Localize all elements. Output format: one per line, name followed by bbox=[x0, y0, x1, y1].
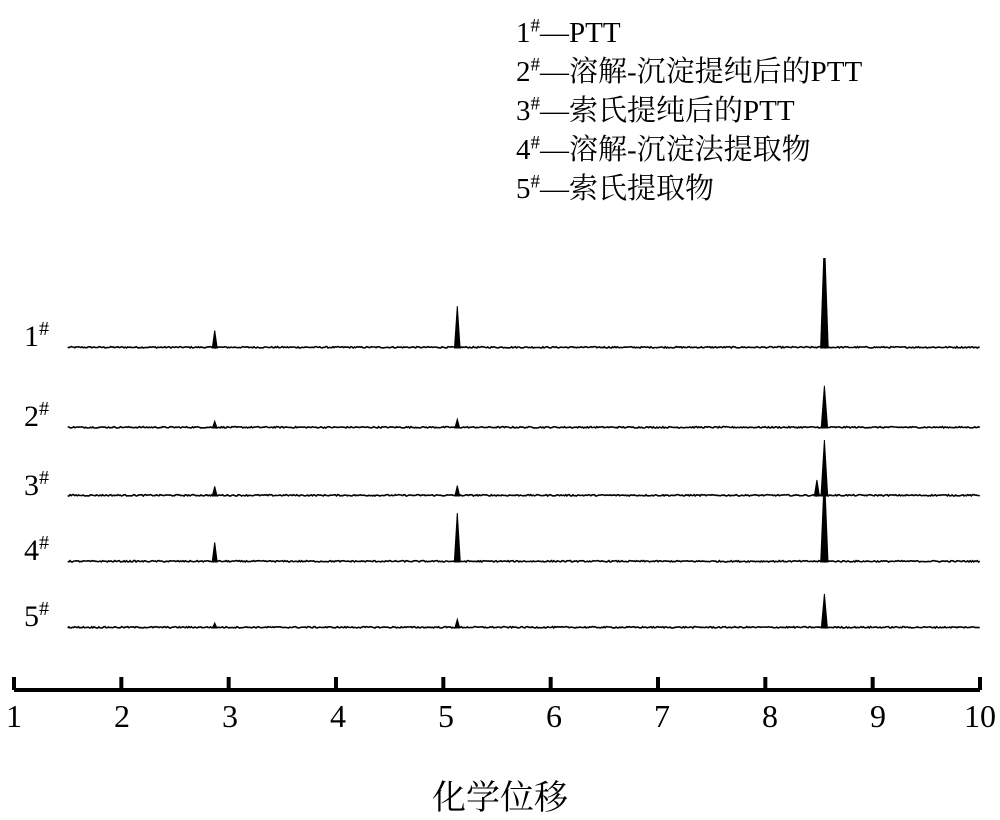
legend-text-1: —PTT bbox=[540, 17, 621, 49]
spectrum-baseline bbox=[68, 561, 980, 562]
spectrum-peak bbox=[821, 594, 827, 628]
x-tick-10: 10 bbox=[964, 698, 996, 734]
x-axis-line bbox=[0, 676, 1000, 706]
x-tick-8: 8 bbox=[762, 698, 778, 734]
legend-text-2: —溶解-沉淀提纯后的PTT bbox=[540, 56, 863, 88]
trace-label-5-text: 5 bbox=[24, 600, 39, 633]
spectrum-peak bbox=[455, 619, 460, 628]
trace-label-1 bbox=[24, 320, 49, 354]
legend-marker-4: 4 bbox=[516, 134, 531, 166]
legend bbox=[516, 14, 986, 209]
legend-sup-3: # bbox=[530, 93, 540, 115]
x-axis-title: 化学位移 bbox=[432, 779, 568, 817]
legend-item-1 bbox=[516, 14, 986, 53]
legend-sup-2: # bbox=[530, 54, 540, 76]
legend-sup-5: # bbox=[530, 171, 540, 193]
x-tick-5: 5 bbox=[438, 698, 454, 734]
spectrum-peak bbox=[454, 513, 460, 562]
trace-label-2-text: 2 bbox=[24, 400, 39, 433]
x-tick-3: 3 bbox=[222, 698, 238, 734]
legend-marker-1: 1 bbox=[516, 17, 531, 49]
x-tick-9: 9 bbox=[870, 698, 886, 734]
trace-label-1-sup: # bbox=[39, 318, 49, 340]
legend-item-2 bbox=[516, 53, 986, 92]
legend-text-3: —索氏提纯后的PTT bbox=[540, 95, 795, 127]
trace-label-5 bbox=[24, 600, 49, 634]
trace-label-3-text: 3 bbox=[24, 469, 39, 502]
legend-item-5 bbox=[516, 170, 986, 209]
spectrum-peak bbox=[212, 421, 217, 428]
x-tick-7: 7 bbox=[654, 698, 670, 734]
legend-marker-2: 2 bbox=[516, 56, 531, 88]
legend-item-3 bbox=[516, 92, 986, 131]
trace-label-1-text: 1 bbox=[24, 320, 39, 353]
spectrum-peak bbox=[821, 258, 829, 348]
spectrum-baseline bbox=[68, 495, 980, 496]
trace-label-4-text: 4 bbox=[24, 534, 39, 567]
plot-area bbox=[0, 258, 1000, 688]
trace-label-5-sup: # bbox=[39, 598, 49, 620]
legend-marker-5: 5 bbox=[516, 173, 531, 205]
spectrum-baseline bbox=[68, 627, 980, 628]
spectrum-baseline bbox=[68, 427, 980, 428]
trace-label-2-sup: # bbox=[39, 398, 49, 420]
spectrum-peak bbox=[212, 623, 217, 628]
x-tick-2: 2 bbox=[114, 698, 130, 734]
trace-label-3-sup: # bbox=[39, 467, 49, 489]
legend-sup-1: # bbox=[530, 15, 540, 37]
x-axis bbox=[0, 676, 1000, 746]
legend-text-4: —溶解-沉淀法提取物 bbox=[540, 134, 811, 166]
spectrum-peak bbox=[212, 542, 217, 562]
spectrum-peak bbox=[212, 330, 217, 348]
x-tick-1: 1 bbox=[6, 698, 22, 734]
legend-marker-3: 3 bbox=[516, 95, 531, 127]
trace-label-4-sup: # bbox=[39, 532, 49, 554]
legend-text-5: —索氏提取物 bbox=[540, 173, 715, 205]
legend-sup-4: # bbox=[530, 132, 540, 154]
spectrum-peak bbox=[455, 306, 461, 348]
trace-label-2 bbox=[24, 400, 49, 434]
x-tick-6: 6 bbox=[546, 698, 562, 734]
trace-label-4 bbox=[24, 534, 49, 568]
spectrum-peak bbox=[455, 486, 460, 496]
x-tick-4: 4 bbox=[330, 698, 346, 734]
spectrum-peak bbox=[455, 419, 460, 428]
spectrum-peak bbox=[814, 480, 819, 496]
spectrum-baseline bbox=[68, 347, 980, 348]
trace-label-3 bbox=[24, 469, 49, 503]
spectrum-peak bbox=[212, 486, 217, 496]
legend-item-4 bbox=[516, 131, 986, 170]
spectra-traces bbox=[0, 258, 1000, 688]
spectrum-peak bbox=[821, 386, 827, 428]
